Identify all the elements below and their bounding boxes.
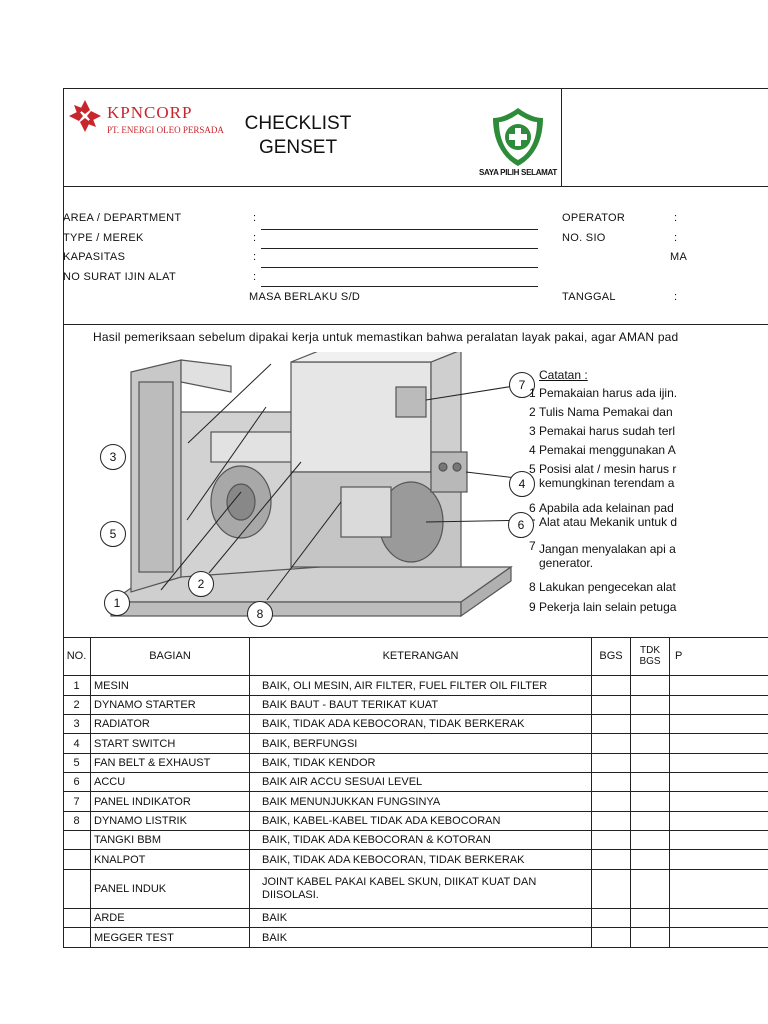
table-col-rule [630, 637, 631, 948]
callout-4: 4 [509, 471, 535, 497]
row-desc: BAIK MENUNJUKKAN FUNGSINYA [262, 795, 441, 808]
table-col-rule [249, 637, 250, 948]
capacity-label: KAPASITAS [63, 251, 126, 263]
date-label: TANGGAL [562, 291, 616, 303]
top-border [63, 88, 768, 89]
note-text-continued: kemungkinan terendam a [539, 476, 675, 490]
note-num: 2 [529, 405, 536, 419]
sio-label: NO. SIO [562, 232, 606, 244]
row-no: 1 [73, 679, 80, 692]
note-num: 9 [529, 600, 536, 614]
note-num: 8 [529, 580, 536, 594]
note-text-continued: Alat atau Mekanik untuk d [539, 515, 678, 529]
row-no: 3 [73, 718, 80, 730]
col-header-bagian: BAGIAN [149, 650, 191, 662]
row-part: ACCU [94, 776, 126, 788]
note-text: Pemakaian harus ada ijin. [539, 386, 678, 400]
sio-colon: : [674, 232, 678, 244]
area-label: AREA / DEPARTMENT [63, 212, 182, 224]
col-header-no: NO. [66, 650, 87, 662]
checklist-sheet [63, 88, 768, 948]
validity-label: MASA BERLAKU S/D [249, 291, 361, 303]
intro-text: Hasil pemeriksaan sebelum dipakai kerja untuk memastikan bahwa peralatan layak pakai, agar AMAN pad [93, 330, 679, 344]
table-col-rule [591, 637, 592, 948]
row-desc: BAIK, TIDAK ADA KEBOCORAN, TIDAK BERKERAK [262, 853, 525, 866]
row-part: DYNAMO LISTRIK [94, 815, 187, 827]
genset-illustration [91, 352, 551, 627]
row-part: DYNAMO STARTER [94, 699, 196, 711]
callout-1: 1 [104, 590, 130, 616]
permit-colon: : [253, 271, 257, 283]
note-num: 1 [529, 386, 536, 400]
type-label: TYPE / MEREK [63, 232, 144, 244]
callout-3: 3 [100, 444, 126, 470]
row-part: KNALPOT [94, 853, 146, 866]
row-part: MEGGER TEST [94, 931, 174, 944]
row-no: 7 [73, 795, 80, 808]
row-part: PANEL INDIKATOR [94, 795, 191, 808]
note-text: Tulis Nama Pemakai dan [539, 405, 673, 419]
permit-label: NO SURAT IJIN ALAT [63, 271, 176, 283]
area-input-line[interactable] [261, 229, 538, 230]
row-desc: BAIK [262, 912, 288, 924]
header-divider [561, 88, 562, 186]
col-header-bgs: BGS [599, 650, 623, 662]
table-col-rule [669, 637, 670, 948]
note-text-continued: generator. [539, 556, 594, 570]
notes-title: Catatan : [539, 368, 588, 382]
row-part: START SWITCH [94, 737, 176, 750]
note-text: Lakukan pengecekan alat [539, 580, 676, 594]
operator-colon: : [674, 212, 678, 224]
note-num: 3 [529, 424, 536, 438]
row-part: FAN BELT & EXHAUST [94, 757, 211, 769]
note-num: 5 [529, 462, 536, 476]
table-col-rule [90, 637, 91, 948]
title-line-2: GENSET [258, 137, 338, 158]
note-num: 4 [529, 443, 536, 457]
company-logo [67, 96, 237, 136]
note-num: 7 [529, 539, 536, 553]
operator-label: OPERATOR [562, 212, 626, 224]
row-desc: BAIK, OLI MESIN, AIR FILTER, FUEL FILTER OIL FILTER [262, 679, 548, 692]
row-desc: BAIK, KABEL-KABEL TIDAK ADA KEBOCORAN [262, 815, 501, 827]
row-desc: BAIK BAUT - BAUT TERIKAT KUAT [262, 699, 439, 711]
col-header-tdk-line2: BGS [639, 656, 661, 667]
row-part: PANEL INDUK [94, 883, 167, 895]
row-part: MESIN [94, 679, 129, 692]
header-bottom-border [63, 186, 768, 187]
area-colon: : [253, 212, 257, 224]
callout-6: 6 [508, 512, 534, 538]
logo-subtitle: PT. ENERGI OLEO PERSADA [107, 125, 224, 135]
capacity-input-line[interactable] [261, 267, 538, 268]
date-colon: : [674, 291, 678, 303]
note-num: 6 [529, 501, 536, 515]
kpn-logo-icon [67, 98, 103, 134]
row-no: 4 [73, 737, 80, 750]
row-desc: BAIK, TIDAK ADA KEBOCORAN, TIDAK BERKERAK [262, 718, 525, 730]
note-text: Apabila ada kelainan pad [539, 501, 674, 515]
col-header-tdk-bgs [631, 637, 669, 675]
row-desc: BAIK [262, 931, 288, 944]
col-header-extra: P [675, 650, 683, 662]
note-text: Pemakai harus sudah terl [539, 424, 676, 438]
col-header-tdk-line1: TDK [640, 645, 660, 656]
logo-brand-text: KPNCORP [107, 103, 193, 122]
row-no: 2 [73, 699, 80, 711]
callout-8: 8 [247, 601, 273, 627]
row-desc: BAIK, BERFUNGSI [262, 737, 358, 750]
capacity-colon: : [253, 251, 257, 263]
col-header-keterangan: KETERANGAN [382, 650, 459, 662]
note-text: Posisi alat / mesin harus r [539, 462, 677, 476]
type-colon: : [253, 232, 257, 244]
callout-7: 7 [509, 372, 535, 398]
callout-5: 5 [100, 521, 126, 547]
table-rule [63, 947, 768, 948]
row-no: 5 [73, 757, 80, 769]
row-no: 8 [73, 815, 80, 827]
permit-input-line[interactable] [261, 286, 538, 287]
row-part: TANGKI BBM [94, 834, 162, 846]
table-rule [63, 908, 768, 909]
row-desc: BAIK AIR ACCU SESUAI LEVEL [262, 776, 423, 788]
row-desc: BAIK, TIDAK ADA KEBOCORAN & KOTORAN [262, 834, 491, 846]
row-desc: BAIK, TIDAK KENDOR [262, 757, 376, 769]
type-input-line[interactable] [261, 248, 538, 249]
title-line-1: CHECKLIST [244, 113, 352, 134]
note-text: Pemakai menggunakan A [539, 443, 676, 457]
row-part: RADIATOR [94, 718, 150, 730]
page-title [233, 112, 363, 160]
note-text: Pekerja lain selain petuga [539, 600, 677, 614]
row-desc: JOINT KABEL PAKAI KABEL SKUN, DIIKAT KUAT DAN DIISOLASI. [262, 876, 537, 901]
ma-label: MA [670, 251, 688, 263]
callout-2: 2 [188, 571, 214, 597]
row-part: ARDE [94, 912, 125, 924]
safety-badge [478, 106, 558, 186]
row-no: 6 [73, 776, 80, 788]
note-text: Jangan menyalakan api a [539, 542, 676, 556]
badge-caption: SAYA PILIH SELAMAT [478, 168, 558, 177]
safety-shield-icon [491, 106, 545, 168]
info-bottom-border [63, 324, 768, 325]
